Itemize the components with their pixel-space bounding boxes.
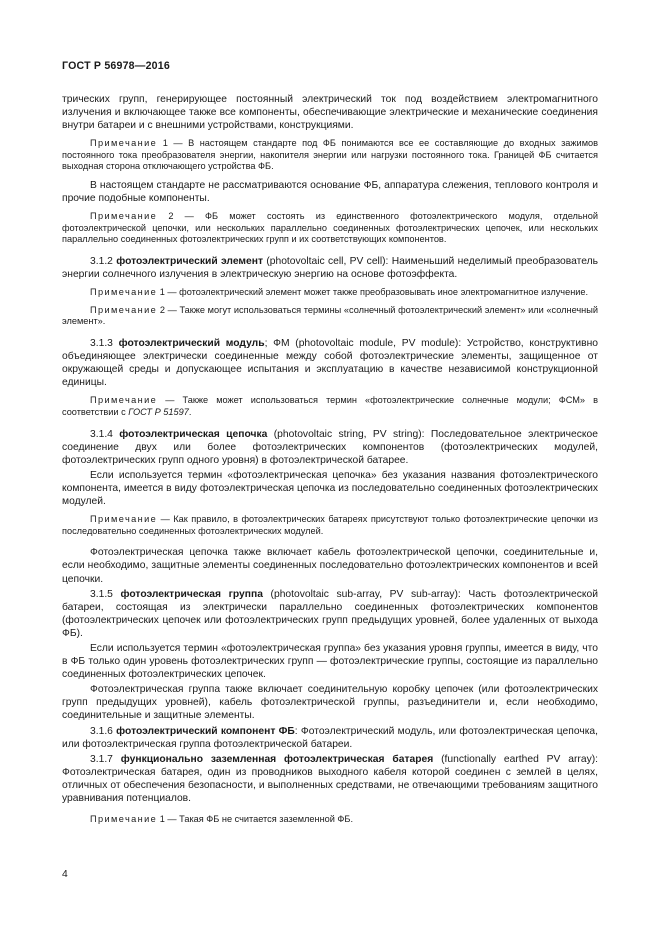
note-4 xyxy=(62,305,598,328)
term-name: фотоэлектрический элемент xyxy=(116,256,264,268)
term-number: 3.1.6 xyxy=(90,725,117,737)
note-text: — Как правило, в фотоэлектрических батареях присутствуют только фотоэлектрические цепочки из последовательно соединенных фотоэлектрических модулей. xyxy=(62,514,598,536)
term-name: функционально заземленная фотоэлектрическая батарея xyxy=(120,753,434,765)
note-1 xyxy=(62,138,598,173)
note-7 xyxy=(62,814,598,826)
term-number: 3.1.7 xyxy=(90,753,121,765)
note-6 xyxy=(62,514,598,537)
note-text: 1 — В настоящем стандарте под ФБ понимаются все ее составляющие до входных зажимов постоянного тока преобразователя энергии, накопителя энергии или нагрузки постоянного тока. Границей ФБ считается выходная сторона отключающего устройства ФБ. xyxy=(62,138,598,172)
note-text: 1 — фотоэлектрический элемент может также преобразовывать иное электромагнитное излучение. xyxy=(157,287,589,298)
page-number: 4 xyxy=(62,869,68,880)
term-number: 3.1.5 xyxy=(90,588,121,600)
term-definition: (functionally earthed PV array): Фотоэлектрическая батарея, один из проводников выходного кабеля которой соединен с землей в целях, отличных от обеспечения безопасности, и выполненных средствами, не отвечающими требованиям защитного уравнивания потенциалов. xyxy=(62,753,599,804)
term-3-1-4 xyxy=(62,428,598,467)
term-name: фотоэлектрическая цепочка xyxy=(119,428,268,440)
paragraph-3-1-5-includes: Фотоэлектрическая группа также включает соединительную коробку цепочек (или фотоэлектрических групп предыдущих уровней), кабель фотоэлектрической группы, разъединители и, если необходимо, соединительные и защитные элементы. xyxy=(62,684,598,722)
term-3-1-6 xyxy=(62,725,598,751)
paragraph-intro: трических групп, генерирующее постоянный электрический ток под воздействием электромагнитного излучения и включающее также все компоненты, обеспечивающие электрические и механические соединения внутри батареи и с внешними устройствами, конструкциями. xyxy=(62,94,598,132)
note-text: 1 — Такая ФБ не считается заземленной ФБ. xyxy=(157,814,353,825)
term-3-1-3 xyxy=(62,337,598,389)
note-label: Примечание xyxy=(90,814,158,825)
term-3-1-7 xyxy=(62,753,598,805)
note-label: Примечание xyxy=(90,395,158,406)
term-definition: ; ФМ (photovoltaic module, PV module): Устройство, конструктивно объединяющее электрически соединенные между собой фотоэлектрические элементы, защищенное от окружающей среды и допускающее испытания и эксплуатацию в качестве независимой конструкционной единицы. xyxy=(62,338,599,389)
term-3-1-5 xyxy=(62,588,598,640)
term-number: 3.1.4 xyxy=(90,428,120,440)
note-reference: ГОСТ Р 51597 xyxy=(128,406,189,417)
term-definition: : Фотоэлектрический модуль, или фотоэлектрическая цепочка, или фотоэлектрическая группа фотоэлектрической батареи. xyxy=(62,725,599,750)
term-3-1-2 xyxy=(62,255,598,281)
term-definition: (photovoltaic sub-array, PV sub-array): Часть фотоэлектрической батареи, состоящая из электрически параллельно соединенных фотоэлектрических компонентов (фотоэлектрических цепочек или фотоэлектрических групп предыдущих уровней, более удаленных от выхода ФБ). xyxy=(62,588,598,639)
note-3 xyxy=(62,287,598,299)
term-name: фотоэлектрический компонент ФБ xyxy=(116,725,295,737)
note-5 xyxy=(62,395,598,418)
note-text: 2 — Также могут использоваться термины «солнечный фотоэлектрический элемент» или «солнечный элемент». xyxy=(62,304,598,327)
note-label: Примечание xyxy=(90,211,158,222)
term-name: фотоэлектрическая группа xyxy=(120,588,263,600)
term-definition: (photovoltaic string, PV string): Последовательное электрическое соединение двух или более фотоэлектрических компонентов (фотоэлектрических модулей, фотоэлектрических групп одного уровня) в фотоэлектрической батарее. xyxy=(62,428,598,466)
note-2 xyxy=(62,211,598,246)
note-end: . xyxy=(188,406,192,417)
paragraph-3-1-5-usage: Если используется термин «фотоэлектрическая группа» без указания уровня группы, имеется в виду, что в ФБ только один уровень фотоэлектрических групп — фотоэлектрические группы, состоящие из параллельно соединенных фотоэлектрических цепочек. xyxy=(62,642,598,681)
note-label: Примечание xyxy=(90,138,158,149)
term-number: 3.1.2 xyxy=(90,256,117,268)
term-name: фотоэлектрический модуль xyxy=(118,338,265,349)
paragraph-exclusions: В настоящем стандарте не рассматриваются основание ФБ, аппаратура слежения, теплового контроля и прочие подобные компоненты. xyxy=(62,180,598,205)
term-definition: (photovoltaic cell, PV cell): Наименьший неделимый преобразователь энергии солнечного излучения в электрическую энергию на основе фотоэффекта. xyxy=(62,256,598,281)
standard-header: ГОСТ Р 56978—2016 xyxy=(62,60,170,72)
note-text: 2 — ФБ может состоять из единственного фотоэлектрического модуля, отдельной фотоэлектрической цепочки, или нескольких параллельно соединенных фотоэлектрических цепочек, или нескольких параллельно соединенных фотоэлектрических групп и их соответствующих компонентов. xyxy=(62,211,598,245)
note-label: Примечание xyxy=(90,287,158,298)
note-label: Примечание xyxy=(90,304,158,315)
paragraph-3-1-4-usage: Если используется термин «фотоэлектрическая цепочка» без указания названия фотоэлектрического компонента, имеется в виду фотоэлектрическая цепочка из последовательно соединенных фотоэлектрических модулей. xyxy=(62,469,598,508)
term-number: 3.1.3 xyxy=(90,338,119,349)
paragraph-3-1-4-includes: Фотоэлектрическая цепочка также включает кабель фотоэлектрической цепочки, соединительные и, если необходимо, защитные элементы соединенных последовательно фотоэлектрических компонентов и всей цепочки. xyxy=(62,547,598,585)
note-label: Примечание xyxy=(90,514,158,525)
document-body xyxy=(62,93,598,826)
note-text: — Также может использоваться термин «фотоэлектрические солнечные модули; ФСМ» в соответствии с xyxy=(62,395,598,417)
